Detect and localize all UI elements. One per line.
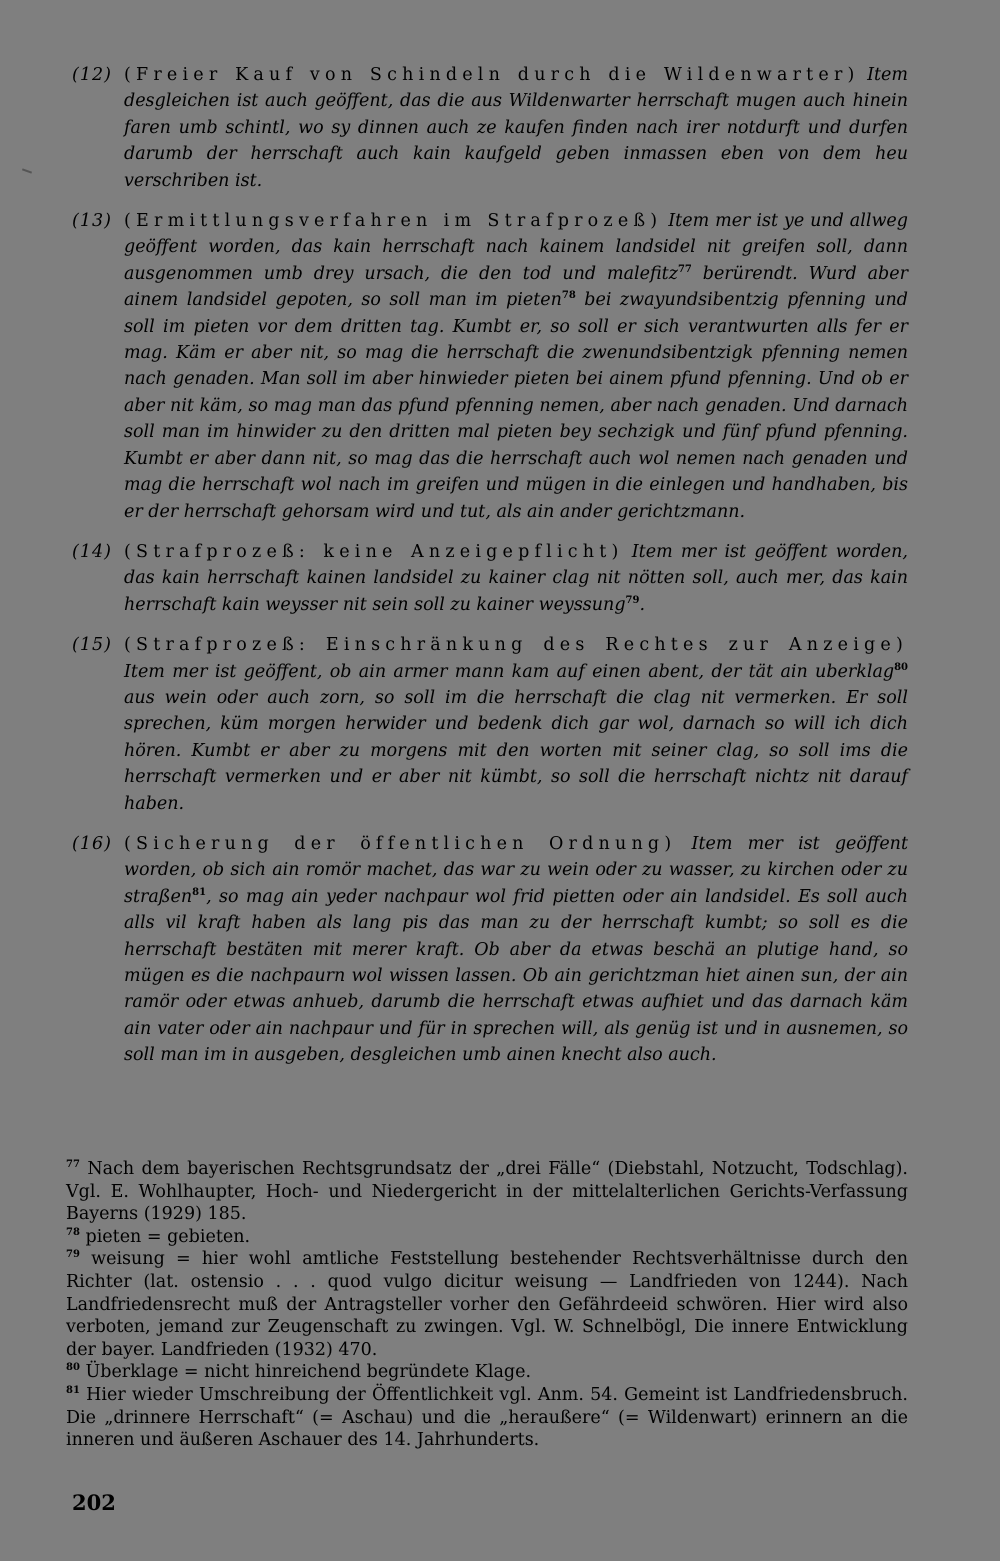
entry-body xyxy=(124,632,908,817)
footnote-mark: 77 xyxy=(66,1159,80,1170)
entry-text: bei zwayundsibentzig pfenning und soll im pieten vor dem dritten tag. Kumbt er, so soll er sich verantwurten alls fer er mag. Käm er aber nit, so mag die herrschaft die zwenundsibentzigk pfenning nemen nach genaden. Man soll im aber hinwieder pieten bei ainem pfund pfenning. Und ob er aber nit käm, so mag man das pfund pfenning nemen, aber nach genaden. Und darnach soll man im hinwider zu den dritten mal pieten bey sechzigk und fünf pfund pfenning. Kumbt er aber dann nit, so mag das die herrschaft auch wol nemen nach genaden und mag die herrschaft wol nach im greifen und mügen in die einlegen und handhaben, bis er der herrschaft gehorsam wird und tut, als ain ander gerichtzmann. xyxy=(124,290,908,522)
footnote-81 xyxy=(66,1384,908,1452)
entry-text: Item mer ist geöffent, ob ain armer mann kam auf einen abent, der tät ain uberklag xyxy=(124,661,895,682)
footnote-77 xyxy=(66,1158,908,1226)
entry-body xyxy=(124,539,908,618)
entry-heading: (Sicherung der öffentlichen Ordnung) xyxy=(124,833,677,854)
entry-heading: (Freier Kauf von Schindeln durch die Wildenwarter) xyxy=(124,65,860,85)
footnote-ref: 77 xyxy=(677,263,692,275)
main-text xyxy=(72,62,908,1083)
entry-14 xyxy=(72,539,908,618)
footnote-80 xyxy=(66,1361,908,1384)
entry-number: (14) xyxy=(72,541,112,562)
page-number: 202 xyxy=(72,1490,116,1515)
entry-text: . xyxy=(639,594,646,615)
entry-text: Item mer ist ye und allweg geöffent worden, das kain herrschaft nach kainem landsidel nit greifen soll, dann ausgenommen umb drey ursach, die den tod und malefitz xyxy=(124,211,908,284)
footnote-78 xyxy=(66,1226,908,1249)
entry-body xyxy=(124,208,908,525)
entry-13 xyxy=(72,208,908,525)
entry-text: Item mer ist geöffent worden, das kain herrschaft kainen landsidel zu kainer clag nit nötten soll, auch mer, das kain herrschaft kain weysser nit sein soll zu kainer weyssung xyxy=(124,541,908,615)
footnote-mark: 81 xyxy=(66,1384,80,1396)
footnote-ref: 79 xyxy=(625,594,640,606)
footnote-text: pieten = gebieten. xyxy=(85,1226,251,1247)
footnote-text: weisung = hier wohl amtliche Feststellung bestehender Rechtsverhältnisse durch den Richter (lat. ostensio . . . quod vulgo dicitur weisung — Landfrieden von 1244). Nach Landfriedensrecht muß der Antragsteller vorher den Gefährdeeid schwören. Hier wird also verboten, jemand zur Zeugenschaft zu zwingen. Vgl. W. Schnelbögl, Die innere Entwicklung der bayer. Landfrieden (1932) 470. xyxy=(66,1249,908,1360)
entry-number: (16) xyxy=(72,833,112,854)
footnote-ref: 81 xyxy=(192,886,207,898)
entry-heading: (Strafprozeß: keine Anzeigepflicht) xyxy=(124,541,624,562)
entry-12 xyxy=(72,62,908,194)
entry-heading: (Ermittlungsverfahren im Strafprozeß) xyxy=(124,211,663,232)
entry-15 xyxy=(72,632,908,817)
footnote-mark: 79 xyxy=(66,1249,80,1261)
footnote-text: Hier wieder Umschreibung der Öffentlichkeit vgl. Anm. 54. Gemeint ist Landfriedensbruch. Die „drinnere Herrschaft“ (= Aschau) und die „heraußere“ (= Wildenwart) erinnern an die inneren und äußeren Aschauer des 14. Jahrhunderts. xyxy=(66,1384,908,1451)
scan-speck xyxy=(22,168,32,173)
footnotes xyxy=(66,1158,908,1452)
entry-text: Item desgleichen ist auch geöffent, das die aus Wildenwarter herrschaft mugen auch hinein faren umb schintl, wo sy dinnen auch ze kaufen finden nach irer notdurft und durfen darumb der herrschaft auch kain kaufgeld geben inmassen eben von dem heu verschriben ist. xyxy=(124,65,908,191)
entry-number: (12) xyxy=(72,65,112,85)
footnote-mark: 80 xyxy=(66,1362,80,1374)
entry-text: berürendt. Wurd aber ainem landsidel gepoten, so soll man im pieten xyxy=(124,263,908,311)
entry-heading: (Strafprozeß: Einschränkung des Rechtes zur Anzeige) xyxy=(124,635,908,656)
footnote-text: Nach dem bayerischen Rechtsgrundsatz der „drei Fälle“ (Diebstahl, Notzucht, Todschlag). Vgl. E. Wohlhaupter, Hoch- und Niedergericht in der mittelalterlichen Gerichts-Verfassung Bayerns (1929) 185. xyxy=(66,1159,908,1225)
entry-number: (13) xyxy=(72,211,112,232)
footnote-ref: 78 xyxy=(561,290,576,302)
entry-body xyxy=(124,831,908,1069)
footnote-79 xyxy=(66,1248,908,1361)
entry-text: Item mer ist geöffent worden, ob sich ain romör machet, das war zu wein oder zu wasser, zu kirchen oder zu straßen xyxy=(124,833,908,907)
entry-16 xyxy=(72,831,908,1069)
footnote-ref: 80 xyxy=(894,661,908,673)
entry-body xyxy=(124,62,908,194)
entry-text: aus wein oder auch zorn, so soll im die herrschaft die clag nit vermerken. Er soll sprechen, küm morgen herwider und bedenk dich gar wol, darnach so will ich dich hören. Kumbt er aber zu morgens mit den worten mit seiner clag, so soll ims die herrschaft vermerken und er aber nit kümbt, so soll die herrschaft nichtz nit darauf haben. xyxy=(124,687,908,814)
entry-text: , so mag ain yeder nachpaur wol frid pietten oder ain landsidel. Es soll auch alls vil kraft haben als lang pis das man zu der herrschaft kumbt; so soll es die herrschaft bestäten mit merer kraft. Ob aber da etwas beschä an plutige hand, so mügen es die nachpaurn wol wissen lassen. Ob ain gerichtzman hiet ainen sun, der ain ramör oder etwas anhueb, darumb die herrschaft etwas aufhiet und das darnach käm ain vater oder ain nachpaur und für in sprechen will, als genüg ist und in ausnemen, so soll man im in ausgeben, desgleichen umb ainen knecht also auch. xyxy=(124,886,908,1066)
entry-number: (15) xyxy=(72,635,112,656)
footnote-mark: 78 xyxy=(66,1226,80,1238)
footnote-text: Überklage = nicht hinreichend begründete Klage. xyxy=(85,1362,532,1383)
